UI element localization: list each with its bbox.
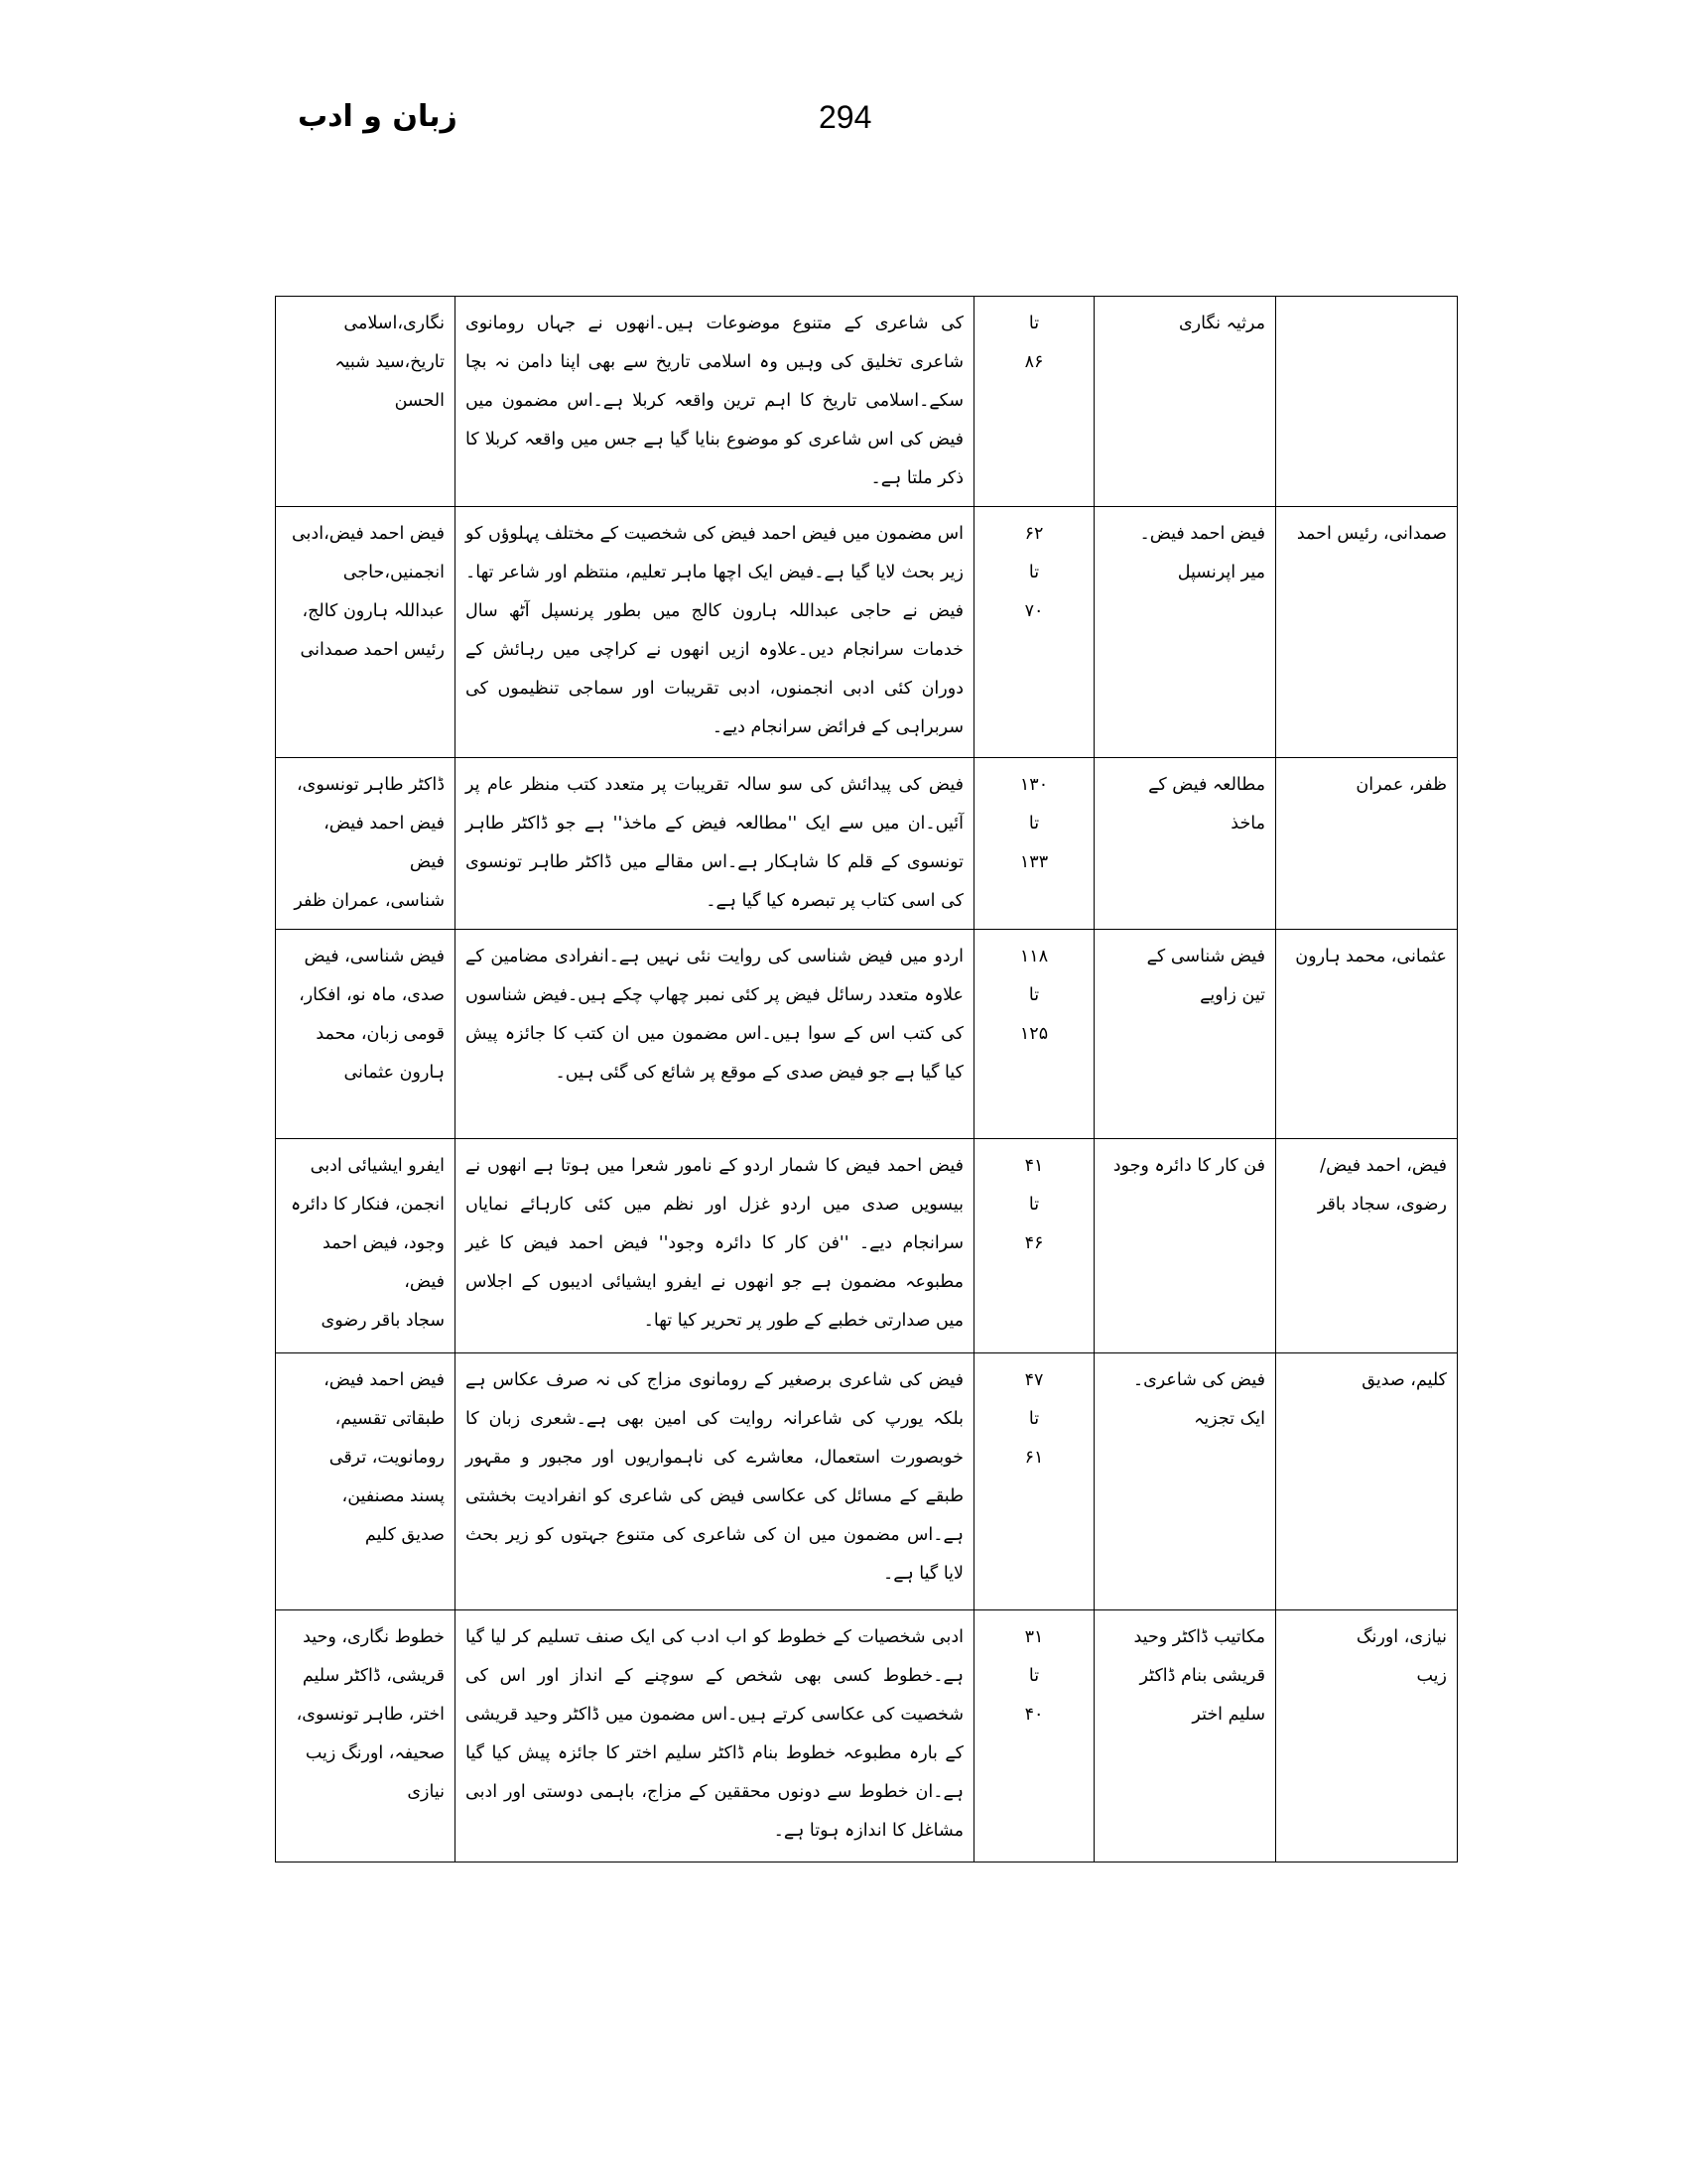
keywords-cell: نگاری،اسلامی تاریخ،سید شبیہ الحسن <box>276 297 455 507</box>
summary-cell: کی شاعری کے متنوع موضوعات ہیں۔انھوں نے جہاں رومانوی شاعری تخلیق کی وہیں وہ اسلامی تاریخ سے بھی اپنا دامن نہ بچا سکے۔اسلامی تاریخ کا اہم ترین واقعہ کربلا ہے۔اس مضمون میں فیض کی اس شاعری کو موضوع بنایا گیا ہے جس میں واقعہ کربلا کا ذکر ملتا ہے۔ <box>455 297 974 507</box>
pages-cell: ۴۱ تا ۴۶ <box>974 1139 1095 1353</box>
title-cell: فیض احمد فیض۔ میر اپرنسپل <box>1095 507 1276 758</box>
pages-cell: ۳۱ تا ۴۰ <box>974 1610 1095 1863</box>
keywords-cell: فیض احمد فیض،ادبی انجمنیں،حاجی عبداللہ ہارون کالج، رئیس احمد صمدانی <box>276 507 455 758</box>
author-cell: فیض، احمد فیض/ رضوی، سجاد باقر <box>1276 1139 1458 1353</box>
keywords-cell: فیض شناسی، فیض صدی، ماہ نو، افکار، قومی زبان، محمد ہارون عثمانی <box>276 930 455 1139</box>
table-row <box>276 1139 1458 1353</box>
table-row <box>276 758 1458 930</box>
keywords-cell: خطوط نگاری، وحید قریشی، ڈاکٹر سلیم اختر، طاہر تونسوی، صحیفہ، اورنگ زیب نیازی <box>276 1610 455 1863</box>
summary-cell: فیض کی شاعری برصغیر کے رومانوی مزاج کی نہ صرف عکاس ہے بلکہ یورپ کی شاعرانہ روایت کی امین بھی ہے۔شعری زبان کا خوبصورت استعمال، معاشرے کی ناہمواریوں اور مجبور و مقہور طبقے کے مسائل کی عکاسی فیض کی شاعری کو انفرادیت بخشتی ہے۔اس مضمون میں ان کی شاعری کی متنوع جہتوں کو زیر بحث لایا گیا ہے۔ <box>455 1353 974 1610</box>
author-cell: ظفر، عمران <box>1276 758 1458 930</box>
summary-cell: ادبی شخصیات کے خطوط کو اب ادب کی ایک صنف تسلیم کر لیا گیا ہے۔خطوط کسی بھی شخص کے سوچنے کے انداز اور اس کی شخصیت کی عکاسی کرتے ہیں۔اس مضمون میں ڈاکٹر وحید قریشی کے بارہ مطبوعہ خطوط بنام ڈاکٹر سلیم اختر کا جائزہ پیش کیا گیا ہے۔ان خطوط سے دونوں محققین کے مزاج، باہمی دوستی اور ادبی مشاغل کا اندازہ ہوتا ہے۔ <box>455 1610 974 1863</box>
author-cell <box>1276 297 1458 507</box>
summary-cell: فیض کی پیدائش کی سو سالہ تقریبات پر متعدد کتب منظر عام پر آئیں۔ان میں سے ایک ''مطالعہ فیض کے ماخذ'' ہے جو ڈاکٹر طاہر تونسوی کے قلم کا شاہکار ہے۔اس مقالے میں ڈاکٹر طاہر تونسوی کی اسی کتاب پر تبصرہ کیا گیا ہے۔ <box>455 758 974 930</box>
title-cell: مطالعہ فیض کے ماخذ <box>1095 758 1276 930</box>
table-row <box>276 507 1458 758</box>
pages-cell: ۴۷ تا ۶۱ <box>974 1353 1095 1610</box>
summary-cell: اس مضمون میں فیض احمد فیض کی شخصیت کے مختلف پہلوؤں کو زیر بحث لایا گیا ہے۔فیض ایک اچھا ماہر تعلیم، منتظم اور شاعر تھا۔فیض نے حاجی عبداللہ ہارون کالج میں بطور پرنسپل آٹھ سال خدمات سرانجام دیں۔علاوہ ازیں انھوں نے کراچی میں رہائش کے دوران کئی ادبی انجمنوں، ادبی تقریبات اور سماجی تنظیموں کی سربراہی کے فرائض سرانجام دیے۔ <box>455 507 974 758</box>
article-index-table <box>275 296 1458 1863</box>
pages-cell: تا ۸۶ <box>974 297 1095 507</box>
author-cell: عثمانی، محمد ہارون <box>1276 930 1458 1139</box>
author-cell: صمدانی، رئیس احمد <box>1276 507 1458 758</box>
pages-cell: ۱۱۸ تا ۱۲۵ <box>974 930 1095 1139</box>
summary-cell: اردو میں فیض شناسی کی روایت نئی نہیں ہے۔انفرادی مضامین کے علاوہ متعدد رسائل فیض پر کئی نمبر چھاپ چکے ہیں۔فیض شناسوں کی کتب اس کے سوا ہیں۔اس مضمون میں ان کتب کا جائزہ پیش کیا گیا ہے جو فیض صدی کے موقع پر شائع کی گئی ہیں۔ <box>455 930 974 1139</box>
author-cell: کلیم، صدیق <box>1276 1353 1458 1610</box>
table-row <box>276 1353 1458 1610</box>
table-row <box>276 930 1458 1139</box>
title-cell: فن کار کا دائرہ وجود <box>1095 1139 1276 1353</box>
pages-cell: ۶۲ تا ۷۰ <box>974 507 1095 758</box>
summary-cell: فیض احمد فیض کا شمار اردو کے نامور شعرا میں ہوتا ہے انھوں نے بیسویں صدی میں اردو غزل اور نظم میں کئی کارہائے نمایاں سرانجام دیے۔ ''فن کار کا دائرہ وجود'' فیض احمد فیض کا غیر مطبوعہ مضمون ہے جو انھوں نے ایفرو ایشیائی ادیبوں کے اجلاس میں صدارتی خطبے کے طور پر تحریر کیا تھا۔ <box>455 1139 974 1353</box>
keywords-cell: فیض احمد فیض، طبقاتی تقسیم، رومانویت، ترقی پسند مصنفین، صدیق کلیم <box>276 1353 455 1610</box>
keywords-cell: ڈاکٹر طاہر تونسوی، فیض احمد فیض، فیض شناسی، عمران ظفر <box>276 758 455 930</box>
title-cell: فیض کی شاعری۔ ایک تجزیہ <box>1095 1353 1276 1610</box>
table-row <box>276 1610 1458 1863</box>
page-number: 294 <box>819 99 872 135</box>
title-cell: مکاتیب ڈاکٹر وحید قریشی بنام ڈاکٹر سلیم اختر <box>1095 1610 1276 1863</box>
journal-name: زبان و ادب <box>298 99 457 134</box>
title-cell: فیض شناسی کے تین زاویے <box>1095 930 1276 1139</box>
pages-cell: ۱۳۰ تا ۱۳۳ <box>974 758 1095 930</box>
table-row <box>276 297 1458 507</box>
title-cell: مرثیہ نگاری <box>1095 297 1276 507</box>
keywords-cell: ایفرو ایشیائی ادبی انجمن، فنکار کا دائرہ وجود، فیض احمد فیض، سجاد باقر رضوی <box>276 1139 455 1353</box>
author-cell: نیازی، اورنگ زیب <box>1276 1610 1458 1863</box>
